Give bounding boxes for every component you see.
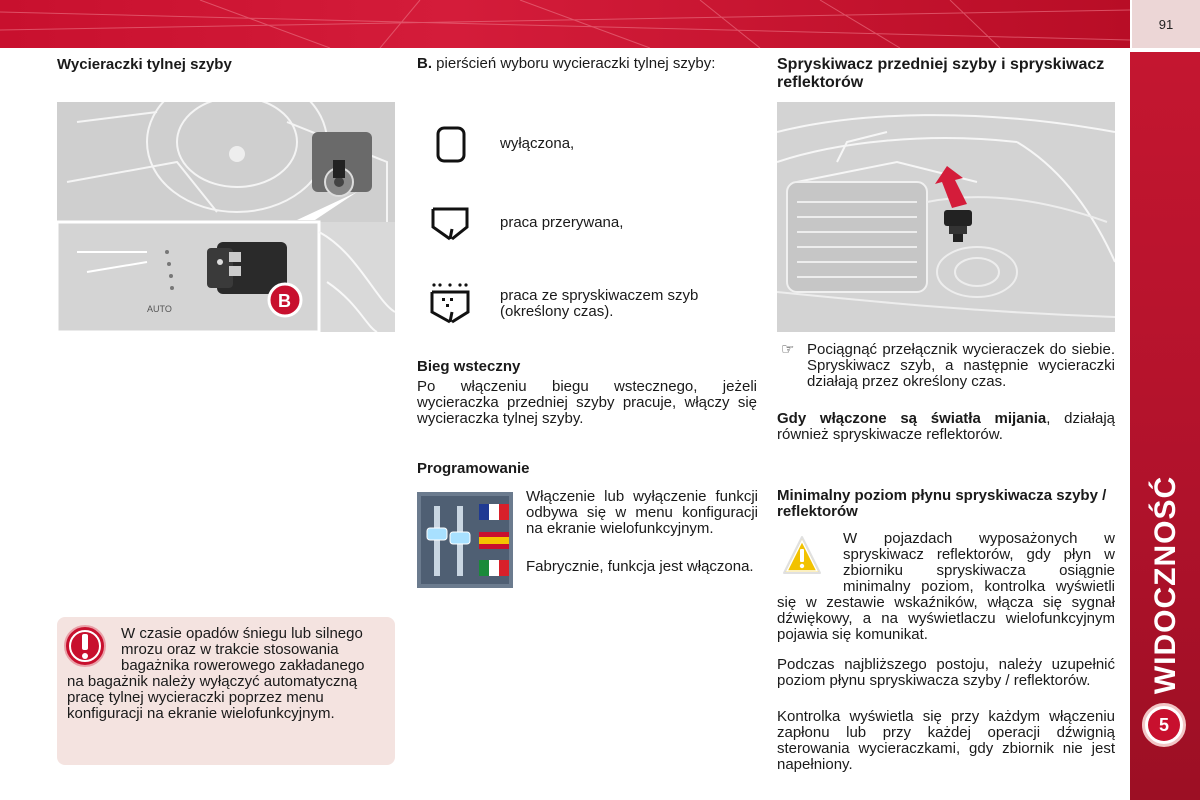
header-band: [0, 0, 1130, 48]
wiper-intermittent-icon: [430, 203, 470, 243]
programming-text-1: Włączenie lub wyłączenie funkcji odbywa się w menu konfiguracji na ekranie wielofunkcyjnym.: [526, 488, 758, 537]
washer-title: Spryskiwacz przedniej szyby i spryskiwacz reflektorów: [777, 56, 1105, 91]
headlamp-washer-text: Gdy włączone są światła mijania, działają również spryskiwacze reflektorów.: [777, 410, 1115, 443]
wiper-off-icon: [432, 124, 472, 164]
chapter-title: WIDOCZNOŚĆ: [1149, 475, 1183, 695]
svg-text:AUTO: AUTO: [147, 304, 172, 314]
selector-description: B. pierścień wyboru wycieraczki tylnej szyby:: [417, 55, 716, 72]
min-level-title: Minimalny poziom płynu spryskiwacza szyby / reflektorów: [777, 487, 1107, 520]
rear-wiper-illustration: [57, 102, 395, 332]
washer-illustration: [777, 102, 1115, 332]
programming-title: Programowanie: [417, 460, 530, 477]
svg-text:B: B: [278, 291, 291, 311]
snow-warning-text: W czasie opadów śniegu lub silnego mrozu oraz w trakcie stosowania bagażnika rowerowego zakładanego na bagażnik należy wyłączyć automatyczną pracę tylnej wycieraczki poprzez menu konfiguracji na ekranie wielofunkcyjnym.: [67, 625, 365, 722]
page-number: 91: [1130, 0, 1200, 48]
pointing-hand-icon: ☞: [781, 341, 795, 358]
mode-off-text: wyłączona,: [500, 135, 575, 152]
rear-wiper-title: Wycieraczki tylnej szyby: [57, 56, 232, 73]
mode-intermittent-text: praca przerywana,: [500, 214, 624, 231]
chapter-number-badge: 5: [1142, 703, 1186, 747]
reverse-text: Po włączeniu biegu wstecznego, jeżeli wycieraczka przedniej szyby pracuje, włączy się wycieraczka tylnej szyby.: [417, 378, 757, 427]
washer-bullet-text: Pociągnąć przełącznik wycieraczek do siebie. Spryskiwacz szyb, a następnie wycieraczki działają przez określony czas.: [807, 341, 1115, 390]
mode-washer-text: praca ze spryskiwaczem szyb (określony czas).: [500, 287, 699, 320]
min-level-text-3: Kontrolka wyświetla się przy każdym włączeniu zapłonu lub przy każdej operacji dźwignią sterowania wycieraczkami, gdy zbiornik nie jest napełniony.: [777, 708, 1115, 773]
reverse-title: Bieg wsteczny: [417, 358, 521, 375]
multifunction-screen-icon: [417, 492, 513, 588]
min-level-text-1: W pojazdach wyposażonych w spryskiwacz reflektorów, gdy płyn w zbiorniku spryskiwacza osiągnie minimalny poziom, kontrolka wyświetli się w zestawie wskaźników, włącza się sygnał dźwiękowy, a na wyświetlaczu wielofunkcyjnym pojawia się komunikat.: [777, 530, 1115, 643]
header-pattern: [0, 0, 1130, 48]
min-level-text-2: Podczas najbliższego postoju, należy uzupełnić poziom płynu spryskiwacza szyby / reflektorów.: [777, 656, 1115, 689]
wiper-washer-icon: [428, 282, 472, 326]
programming-text-2: Fabrycznie, funkcja jest włączona.: [526, 558, 754, 575]
